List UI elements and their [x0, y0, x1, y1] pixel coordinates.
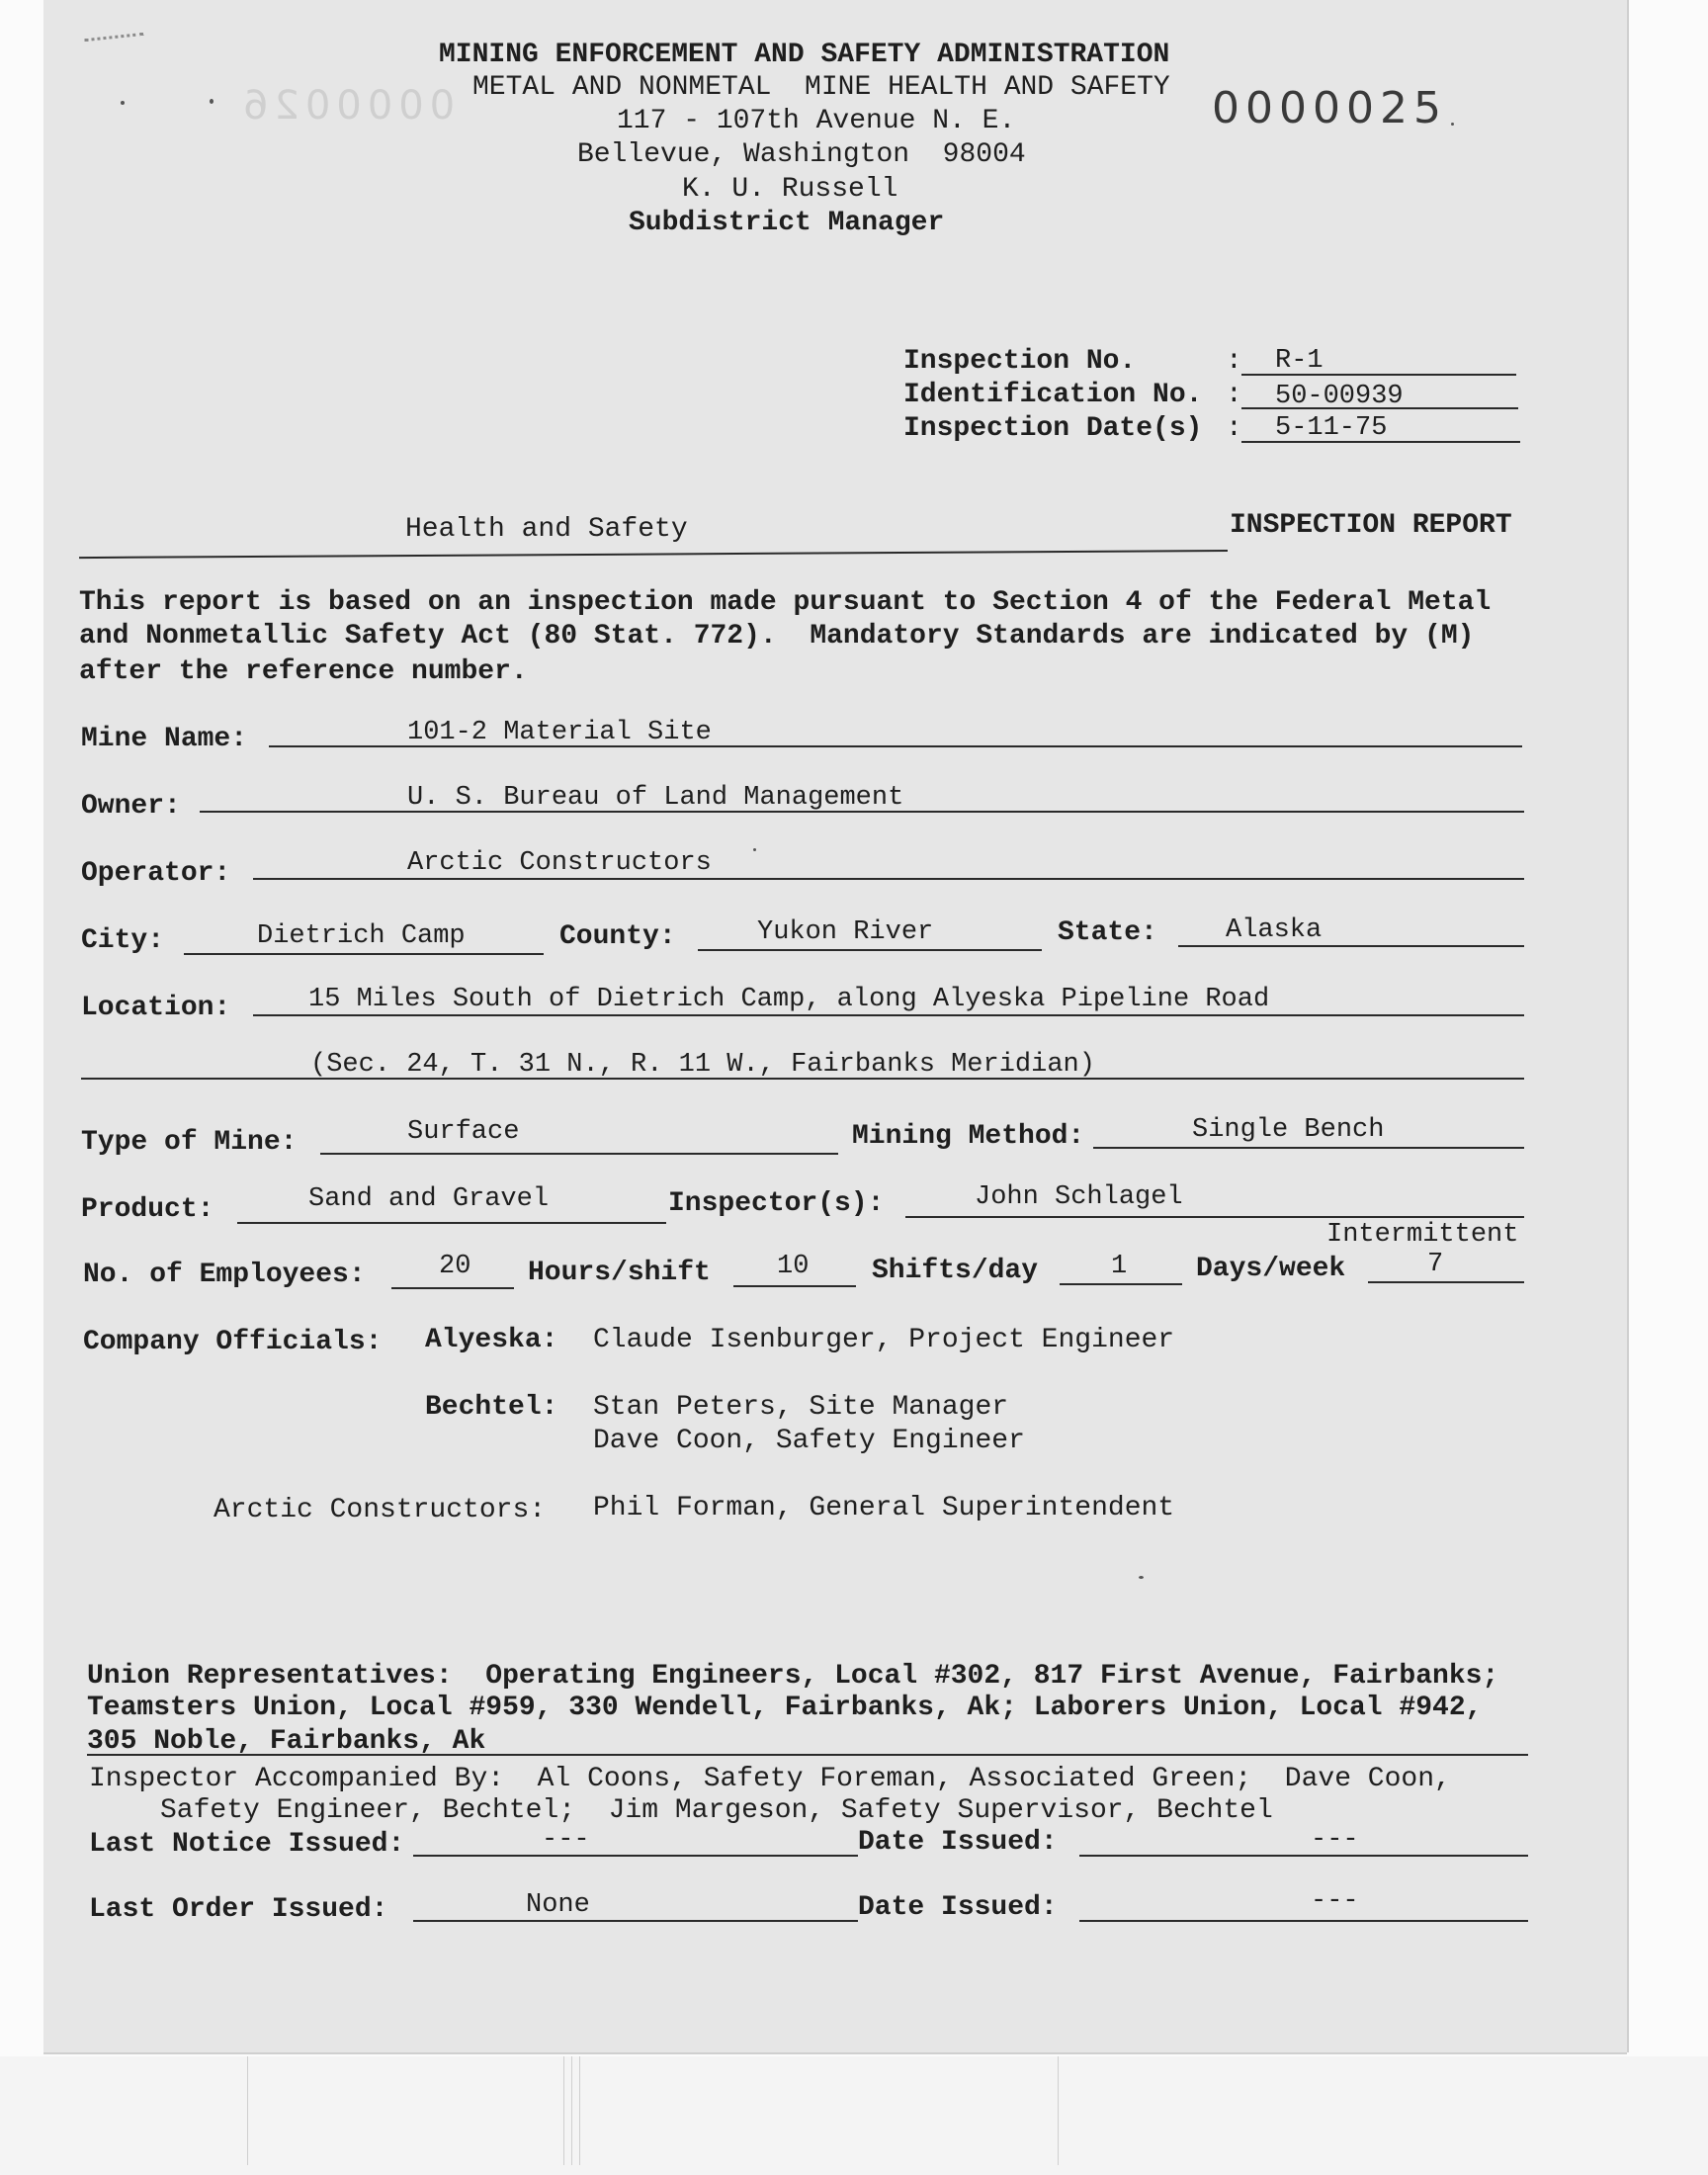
scan-line: [579, 2056, 580, 2165]
days-line: [1368, 1281, 1524, 1283]
owner-label: Owner:: [81, 791, 181, 822]
inspector-label: Inspector(s):: [668, 1188, 885, 1219]
employees-value: 20: [439, 1252, 471, 1281]
location-line-1: [253, 1014, 1524, 1016]
inspector-line: [905, 1216, 1524, 1218]
last-order-label: Last Order Issued:: [89, 1894, 388, 1925]
mine-name-value: 101-2 Material Site: [407, 718, 712, 747]
bleed-through-number: 0000026: [237, 83, 456, 129]
scan-margin: [0, 2056, 1708, 2175]
inspector-value: John Schlagel: [975, 1182, 1183, 1212]
notice-date-value: ---: [1311, 1825, 1359, 1855]
county-label: County:: [559, 921, 676, 952]
header-manager-name: K. U. Russell: [682, 174, 898, 205]
last-notice-label: Last Notice Issued:: [89, 1829, 405, 1860]
inspection-no-label: Inspection No.: [903, 346, 1137, 377]
shifts-label: Shifts/day: [872, 1256, 1039, 1286]
employees-label: No. of Employees:: [83, 1260, 366, 1290]
type-of-mine-label: Type of Mine:: [81, 1127, 298, 1158]
last-notice-value: ---: [542, 1825, 590, 1855]
shifts-value: 1: [1111, 1252, 1128, 1281]
identification-no-label: Identification No.: [903, 380, 1203, 410]
mining-method-line: [1093, 1147, 1524, 1149]
speck: [1451, 123, 1454, 126]
accompanied-line-2: Safety Engineer, Bechtel; Jim Margeson, Safety Supervisor, Bechtel: [160, 1795, 1273, 1826]
city-value: Dietrich Camp: [257, 921, 466, 951]
colon: :: [1226, 380, 1242, 410]
union-line-3: 305 Noble, Fairbanks, Ak: [87, 1726, 486, 1757]
product-label: Product:: [81, 1194, 214, 1225]
alyeska-official: Claude Isenburger, Project Engineer: [593, 1325, 1175, 1355]
bechtel-label: Bechtel:: [425, 1392, 558, 1423]
hours-label: Hours/shift: [528, 1258, 711, 1288]
owner-value: U. S. Bureau of Land Management: [407, 783, 904, 813]
location-value-1: 15 Miles South of Dietrich Camp, along Alyeska Pipeline Road: [308, 985, 1270, 1014]
header-manager-title: Subdistrict Manager: [629, 208, 945, 238]
scan-line: [1058, 2056, 1059, 2165]
operator-line: [253, 878, 1524, 880]
header-division: METAL AND NONMETAL MINE HEALTH AND SAFETY: [472, 72, 1170, 103]
last-notice-line: [413, 1855, 858, 1857]
arctic-constructors-label: Arctic Constructors:: [214, 1495, 547, 1525]
shifts-line: [1060, 1283, 1182, 1285]
order-date-line: [1079, 1920, 1528, 1922]
location-value-2: (Sec. 24, T. 31 N., R. 11 W., Fairbanks Meridian): [310, 1050, 1095, 1080]
identification-no-value: 50-00939: [1275, 382, 1404, 411]
report-type: Health and Safety: [405, 514, 688, 545]
mining-method-label: Mining Method:: [852, 1121, 1085, 1152]
speck: [121, 101, 125, 105]
inspection-no-value: R-1: [1275, 346, 1324, 376]
days-label: Days/week: [1196, 1254, 1346, 1284]
intro-line-3: after the reference number.: [79, 656, 528, 687]
scan-line: [571, 2056, 572, 2165]
county-value: Yukon River: [757, 917, 934, 947]
state-label: State:: [1058, 917, 1157, 948]
intro-line-2: and Nonmetallic Safety Act (80 Stat. 772). Mandatory Standards are indicated by (M): [79, 621, 1475, 652]
last-order-line: [413, 1920, 858, 1922]
type-of-mine-line: [320, 1153, 838, 1155]
union-line: [87, 1754, 1528, 1756]
product-value: Sand and Gravel: [308, 1184, 550, 1214]
speck: [753, 848, 756, 851]
arctic-constructors-official: Phil Forman, General Superintendent: [593, 1493, 1175, 1523]
location-label: Location:: [81, 993, 231, 1023]
colon: :: [1226, 346, 1242, 377]
operator-label: Operator:: [81, 858, 231, 889]
operator-value: Arctic Constructors: [407, 848, 712, 878]
header-city: Bellevue, Washington 98004: [577, 139, 1026, 170]
city-label: City:: [81, 925, 165, 956]
scan-line: [247, 2056, 248, 2165]
mining-method-value: Single Bench: [1192, 1115, 1385, 1145]
speck: [1139, 1576, 1144, 1579]
days-note: Intermittent: [1326, 1220, 1519, 1250]
stamp-number: 0000025: [1212, 83, 1447, 133]
union-line-2: Teamsters Union, Local #959, 330 Wendell, Fairbanks, Ak; Laborers Union, Local #942,: [87, 1693, 1483, 1723]
notice-date-line: [1079, 1855, 1528, 1857]
accompanied-line-1: Inspector Accompanied By: Al Coons, Safety Foreman, Associated Green; Dave Coon,: [89, 1764, 1451, 1794]
city-line: [184, 953, 544, 955]
report-title: INSPECTION REPORT: [1230, 510, 1512, 541]
scan-line: [563, 2056, 564, 2165]
union-line-1: Union Representatives: Operating Engineers, Local #302, 817 First Avenue, Fairbanks;: [87, 1661, 1499, 1692]
hours-line: [733, 1285, 856, 1287]
notice-date-label: Date Issued:: [858, 1827, 1058, 1858]
county-line: [698, 949, 1042, 951]
hours-value: 10: [777, 1252, 810, 1281]
speck: [210, 99, 214, 104]
days-value: 7: [1427, 1250, 1444, 1279]
state-value: Alaska: [1226, 915, 1323, 945]
inspection-date-value: 5-11-75: [1275, 413, 1388, 443]
colon: :: [1226, 413, 1242, 444]
header-street: 117 - 107th Avenue N. E.: [617, 106, 1016, 136]
mine-name-label: Mine Name:: [81, 724, 248, 754]
alyeska-label: Alyeska:: [425, 1325, 558, 1355]
order-date-label: Date Issued:: [858, 1892, 1058, 1923]
type-of-mine-value: Surface: [407, 1117, 520, 1147]
product-line: [237, 1222, 666, 1224]
employees-line: [391, 1287, 514, 1289]
inspection-date-label: Inspection Date(s): [903, 413, 1203, 444]
order-date-value: ---: [1311, 1886, 1359, 1916]
state-line: [1178, 945, 1524, 947]
company-officials-label: Company Officials:: [83, 1327, 383, 1357]
intro-line-1: This report is based on an inspection made pursuant to Section 4 of the Federal Metal: [79, 587, 1492, 618]
bechtel-official-2: Dave Coon, Safety Engineer: [593, 1426, 1025, 1456]
header-agency: MINING ENFORCEMENT AND SAFETY ADMINISTRATION: [439, 40, 1170, 70]
last-order-value: None: [526, 1890, 590, 1920]
bechtel-official-1: Stan Peters, Site Manager: [593, 1392, 1009, 1423]
